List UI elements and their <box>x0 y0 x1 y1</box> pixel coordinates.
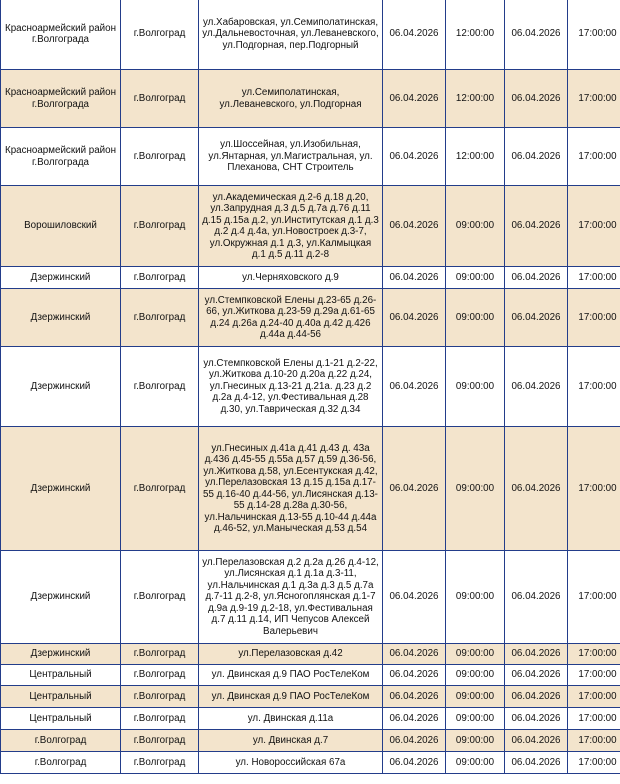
end-date-cell: 06.04.2026 <box>505 128 568 186</box>
table-row <box>1 427 620 551</box>
end-time-cell: 17:00:00 <box>568 267 620 289</box>
start-time-cell: 09:00:00 <box>446 347 505 427</box>
end-time-cell: 17:00:00 <box>568 289 620 347</box>
district-cell: Дзержинский <box>1 551 121 644</box>
city-cell: г.Волгоград <box>121 752 199 774</box>
end-time-cell: 17:00:00 <box>568 551 620 644</box>
address-cell: ул.Семиполатинская, ул.Леваневского, ул.Подгорная <box>199 70 383 128</box>
end-date-cell: 06.04.2026 <box>505 186 568 267</box>
start-date-cell: 06.04.2026 <box>383 665 446 686</box>
start-time-cell: 09:00:00 <box>446 644 505 665</box>
start-date-cell: 06.04.2026 <box>383 186 446 267</box>
end-date-cell: 06.04.2026 <box>505 427 568 551</box>
address-cell: ул.Стемпковской Елены д.23-65 д.26-66, ул.Житкова д.23-59 д.29а д.61-65 д.24 д.26а д.24-40 д.40а д.42 д.426 д.44а д.44-56 <box>199 289 383 347</box>
start-date-cell: 06.04.2026 <box>383 0 446 70</box>
start-date-cell: 06.04.2026 <box>383 128 446 186</box>
table-row <box>1 0 620 70</box>
district-cell: Центральный <box>1 665 121 686</box>
city-cell: г.Волгоград <box>121 186 199 267</box>
address-cell: ул. Двинская д.9 ПАО РосТелеКом <box>199 686 383 708</box>
address-cell: ул.Перелазовская д.42 <box>199 644 383 665</box>
end-time-cell: 17:00:00 <box>568 686 620 708</box>
end-date-cell: 06.04.2026 <box>505 730 568 752</box>
end-time-cell: 17:00:00 <box>568 644 620 665</box>
end-date-cell: 06.04.2026 <box>505 70 568 128</box>
end-time-cell: 17:00:00 <box>568 708 620 730</box>
district-cell: Дзержинский <box>1 267 121 289</box>
start-time-cell: 09:00:00 <box>446 730 505 752</box>
address-cell: ул.Стемпковской Елены д.1-21 д.2-22, ул.Житкова д.10-20 д.20а д.22 д.24, ул.Гнесиных д.13-21 д.21а. д.23 д.2 д.2а д.4-12, ул.Фестивальная д.28 д.30, ул.Таврическая д.32 д.34 <box>199 347 383 427</box>
end-date-cell: 06.04.2026 <box>505 267 568 289</box>
end-date-cell: 06.04.2026 <box>505 347 568 427</box>
start-date-cell: 06.04.2026 <box>383 752 446 774</box>
end-time-cell: 17:00:00 <box>568 730 620 752</box>
city-cell: г.Волгоград <box>121 708 199 730</box>
city-cell: г.Волгоград <box>121 267 199 289</box>
district-cell: г.Волгоград <box>1 730 121 752</box>
city-cell: г.Волгоград <box>121 70 199 128</box>
table-row <box>1 70 620 128</box>
start-time-cell: 09:00:00 <box>446 752 505 774</box>
district-cell: Дзержинский <box>1 644 121 665</box>
start-time-cell: 12:00:00 <box>446 70 505 128</box>
end-time-cell: 17:00:00 <box>568 0 620 70</box>
address-cell: ул. Двинская д.9 ПАО РосТелеКом <box>199 665 383 686</box>
start-time-cell: 09:00:00 <box>446 427 505 551</box>
table-row <box>1 347 620 427</box>
start-time-cell: 09:00:00 <box>446 665 505 686</box>
city-cell: г.Волгоград <box>121 644 199 665</box>
start-time-cell: 12:00:00 <box>446 128 505 186</box>
start-date-cell: 06.04.2026 <box>383 730 446 752</box>
district-cell: Красноармейский район г.Волгограда <box>1 128 121 186</box>
address-cell: ул.Хабаровская, ул.Семиполатинская, ул.Дальневосточная, ул.Леваневского, ул.Подгорная, пер.Подгорный <box>199 0 383 70</box>
start-date-cell: 06.04.2026 <box>383 289 446 347</box>
district-cell: Центральный <box>1 686 121 708</box>
start-time-cell: 09:00:00 <box>446 708 505 730</box>
table-row <box>1 551 620 644</box>
end-date-cell: 06.04.2026 <box>505 665 568 686</box>
start-date-cell: 06.04.2026 <box>383 686 446 708</box>
table-row <box>1 665 620 686</box>
city-cell: г.Волгоград <box>121 665 199 686</box>
end-date-cell: 06.04.2026 <box>505 708 568 730</box>
end-date-cell: 06.04.2026 <box>505 289 568 347</box>
end-time-cell: 17:00:00 <box>568 347 620 427</box>
table-row <box>1 289 620 347</box>
district-cell: Дзержинский <box>1 289 121 347</box>
city-cell: г.Волгоград <box>121 347 199 427</box>
address-cell: ул.Черняховского д.9 <box>199 267 383 289</box>
district-cell: Ворошиловский <box>1 186 121 267</box>
address-cell: ул.Гнесиных д.41а д.41 д.43 д. 43а д.436 д.45-55 д.55а д.57 д.59 д.36-56, ул.Житкова д.58, ул.Есентукская д.42, ул.Перелазовская 13 д.15 д.15а д.17-55 д.16-40 д.44-56, ул.Лисянская д.13-55 д.14-28 д.28а д.30-56, ул.Нальчинская д.13-55 д.10-44 д.44а д.46-52, ул.Маныческая д.53 д.54 <box>199 427 383 551</box>
address-cell: ул. Новороссийская 67а <box>199 752 383 774</box>
city-cell: г.Волгоград <box>121 686 199 708</box>
end-time-cell: 17:00:00 <box>568 128 620 186</box>
end-time-cell: 17:00:00 <box>568 70 620 128</box>
start-date-cell: 06.04.2026 <box>383 708 446 730</box>
table-row <box>1 186 620 267</box>
start-date-cell: 06.04.2026 <box>383 551 446 644</box>
table-row <box>1 686 620 708</box>
end-date-cell: 06.04.2026 <box>505 0 568 70</box>
start-date-cell: 06.04.2026 <box>383 644 446 665</box>
end-time-cell: 17:00:00 <box>568 186 620 267</box>
city-cell: г.Волгоград <box>121 289 199 347</box>
district-cell: Красноармейский район г.Волгограда <box>1 70 121 128</box>
end-time-cell: 17:00:00 <box>568 752 620 774</box>
start-date-cell: 06.04.2026 <box>383 70 446 128</box>
district-cell: г.Волгоград <box>1 752 121 774</box>
district-cell: Дзержинский <box>1 347 121 427</box>
table-row <box>1 644 620 665</box>
city-cell: г.Волгоград <box>121 0 199 70</box>
table-row <box>1 708 620 730</box>
end-date-cell: 06.04.2026 <box>505 644 568 665</box>
start-time-cell: 09:00:00 <box>446 186 505 267</box>
address-cell: ул. Двинская д.11а <box>199 708 383 730</box>
city-cell: г.Волгоград <box>121 551 199 644</box>
end-time-cell: 17:00:00 <box>568 665 620 686</box>
start-time-cell: 09:00:00 <box>446 551 505 644</box>
address-cell: ул.Академическая д.2-6 д.18 д.20, ул.Запрудная д.3 д.5 д.7а д.76 д.11 д.15 д.15а д.2, ул.Институтская д.1 д.3 д.2 д.4 д.4а, ул.Новостроек д.3-7, ул.Окружная д.1 д.3, ул.Калмыцкая д.1 д.5 д.11 д.2-8 <box>199 186 383 267</box>
table-row <box>1 730 620 752</box>
start-date-cell: 06.04.2026 <box>383 267 446 289</box>
start-time-cell: 09:00:00 <box>446 289 505 347</box>
end-date-cell: 06.04.2026 <box>505 551 568 644</box>
address-cell: ул.Перелазовская д.2 д.2а д.26 д.4-12, ул.Лисянская д.1 д.1а д.3-11, ул.Нальчинская д.1 д.3а д.3 д.5 д.7а д.7-11 д.2-8, ул.Ясногоплянская д.1-7 д.9а д.9-19 д.2-18, ул.Фестивальная д.7 д.11 д.14, ИП Чепусов Алексей Валерьевич <box>199 551 383 644</box>
district-cell: Красноармейский район г.Волгограда <box>1 0 121 70</box>
start-time-cell: 09:00:00 <box>446 267 505 289</box>
district-cell: Центральный <box>1 708 121 730</box>
table-row <box>1 752 620 774</box>
end-time-cell: 17:00:00 <box>568 427 620 551</box>
start-time-cell: 12:00:00 <box>446 0 505 70</box>
end-date-cell: 06.04.2026 <box>505 686 568 708</box>
start-time-cell: 09:00:00 <box>446 686 505 708</box>
start-date-cell: 06.04.2026 <box>383 347 446 427</box>
table-row <box>1 267 620 289</box>
end-date-cell: 06.04.2026 <box>505 752 568 774</box>
city-cell: г.Волгоград <box>121 427 199 551</box>
table-row <box>1 128 620 186</box>
city-cell: г.Волгоград <box>121 128 199 186</box>
address-cell: ул.Шоссейная, ул.Изобильная, ул.Янтарная, ул.Магистральная, ул. Плеханова, СНТ Строитель <box>199 128 383 186</box>
district-cell: Дзержинский <box>1 427 121 551</box>
address-cell: ул. Двинская д.7 <box>199 730 383 752</box>
start-date-cell: 06.04.2026 <box>383 427 446 551</box>
city-cell: г.Волгоград <box>121 730 199 752</box>
